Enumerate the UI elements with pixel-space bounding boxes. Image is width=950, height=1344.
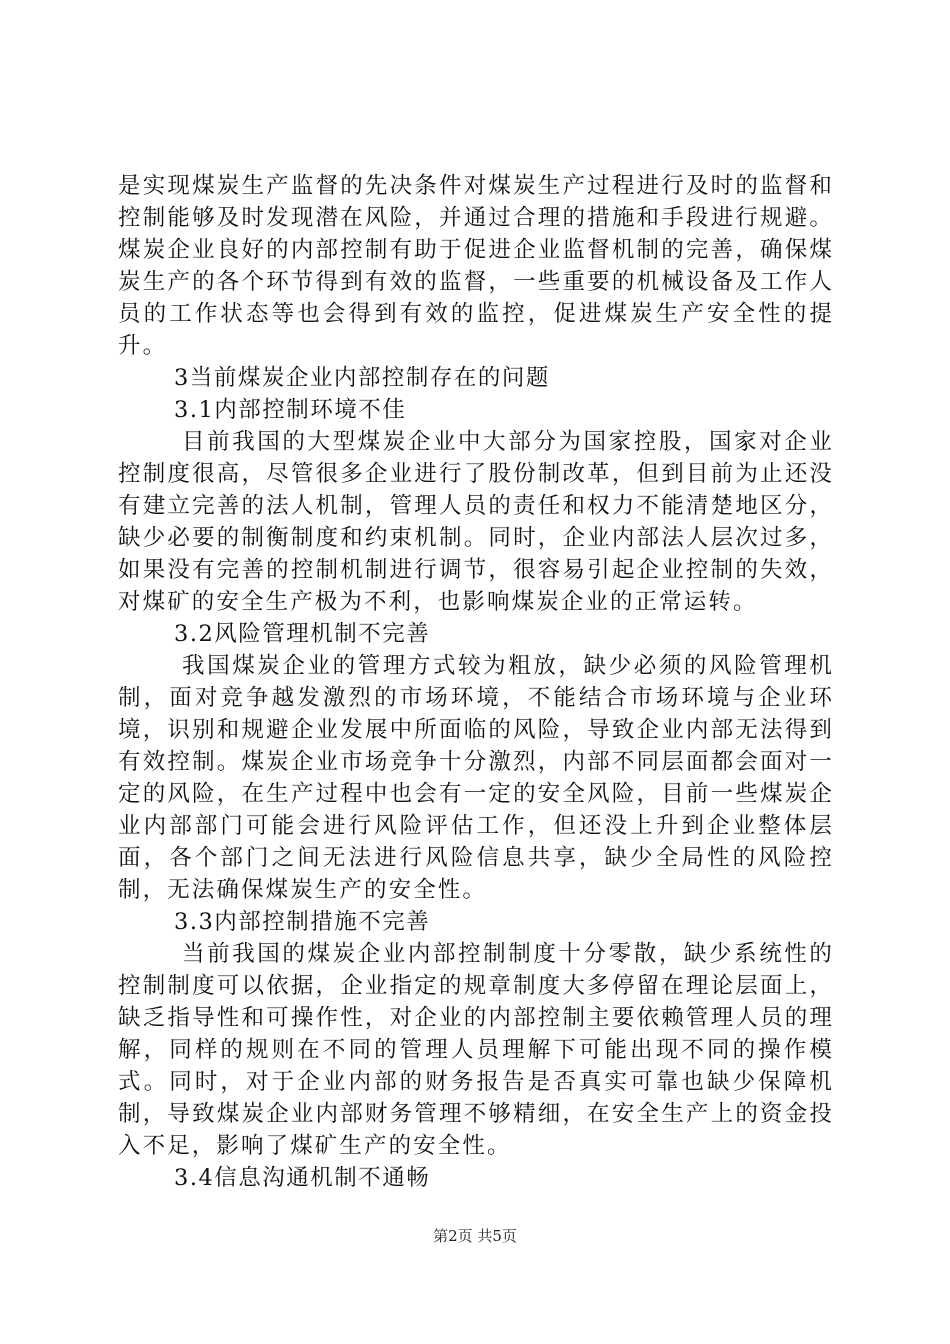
subsection-heading: 3.1内部控制环境不佳 [174, 397, 407, 423]
subsection-heading: 3.2风险管理机制不完善 [174, 621, 431, 647]
body-paragraph: 是实现煤炭生产监督的先决条件对煤炭生产过程进行及时的监督和控制能够及时发现潜在风险，并通过合理的措施和手段进行规避。煤炭企业良好的内部控制有助于促进企业监督机制的完善，确保煤炭生产的各个环节得到有效的监督，一些重要的机械设备及工作人员的工作状态等也会得到有效的监控，促进煤炭生产安全性的提升。 [118, 173, 834, 359]
subsection-heading: 3.3内部控制措施不完善 [174, 909, 431, 935]
page-footer: 第2页 共5页 [433, 1227, 517, 1245]
body-paragraph: 当前我国的煤炭企业内部控制制度十分零散，缺少系统性的控制制度可以依据，企业指定的规章制度大多停留在理论层面上，缺乏指导性和可操作性，对企业的内部控制主要依赖管理人员的理解，同样的规则在不同的管理人员理解下可能出现不同的操作模式。同时，对于企业内部的财务报告是否真实可靠也缺少保障机制，导致煤炭企业内部财务管理不够精细，在安全生产上的资金投入不足，影响了煤矿生产的安全性。 [118, 941, 834, 1159]
subsection-heading: 3.4信息沟通机制不通畅 [174, 1165, 431, 1191]
body-paragraph: 目前我国的大型煤炭企业中大部分为国家控股，国家对企业控制度很高，尽管很多企业进行了股份制改革，但到目前为止还没有建立完善的法人机制，管理人员的责任和权力不能清楚地区分，缺少必要的制衡制度和约束机制。同时，企业内部法人层次过多，如果没有完善的控制机制进行调节，很容易引起企业控制的失效，对煤矿的安全生产极为不利，也影响煤炭企业的正常运转。 [118, 429, 834, 615]
section-heading: 3当前煤炭企业内部控制存在的问题 [174, 365, 550, 391]
document-body [118, 170, 834, 1194]
body-paragraph: 我国煤炭企业的管理方式较为粗放，缺少必须的风险管理机制，面对竞争越发激烈的市场环境，不能结合市场环境与企业环境，识别和规避企业发展中所面临的风险，导致企业内部无法得到有效控制。煤炭企业市场竞争十分激烈，内部不同层面都会面对一定的风险，在生产过程中也会有一定的安全风险，目前一些煤炭企业内部部门可能会进行风险评估工作，但还没上升到企业整体层面，各个部门之间无法进行风险信息共享，缺少全局性的风险控制，无法确保煤炭生产的安全性。 [118, 653, 834, 903]
